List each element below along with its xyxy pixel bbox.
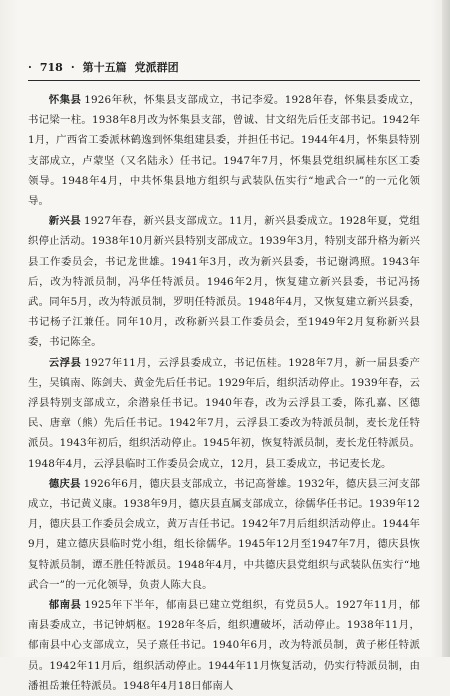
- paragraph-xinxing: [28, 211, 420, 352]
- county-name: 怀集县: [48, 94, 82, 106]
- page-binding-edge: [442, 0, 450, 657]
- bullet-dot: ·: [28, 60, 32, 74]
- paragraph-text: 1927年春，新兴县支部成立。11月，新兴县委成立。1928年夏，党组织停止活动。1938年10月新兴县特别支部成立。1939年3月，特别支部升格为新兴县工作委员会，书记龙世雄。1941年3月，改为新兴县委，书记谢鸿照。1943年后，改为特派员制，冯华任特派员。1946年2月，恢复建立新兴县委，书记冯扬武。同年5月，改为特派员制，罗明任特派员。1948年4月，又恢复建立新兴县委，书记杨子江兼任。同年10月，改称新兴县工作委员会，至1949年2月复称新兴县委，书记陈全。: [28, 215, 420, 349]
- county-name: 德庆县: [48, 477, 81, 490]
- page-number: 718: [39, 60, 63, 74]
- chapter-label: 第十五篇: [82, 61, 127, 74]
- county-name: 云浮县: [48, 356, 82, 369]
- paragraph-text: 1927年11月，云浮县委成立，书记伍桂。1928年7月，新一届县委产生，吴镇南、陈剑夫、黄金先后任书记。1929年后，组织活动停止。1939年春，云浮县特别支部成立，余潜泉任书记。1940年春，改为云浮县工委，陈孔嘉、区德民、唐章（熊）先后任书记。1942年7月，云浮县工委改为特派员制，麦长龙任特派员。1943年初后，组织活动停止。1945年初，恢复特派员制，麦长龙任特派员。1948年4月，云浮县临时工作委员会成立，12月，县工委成立，书记麦长龙。: [28, 356, 420, 470]
- chapter-title: 党派群团: [134, 61, 179, 74]
- county-name: 郁南县: [48, 599, 82, 612]
- paragraph-deqing: [28, 474, 420, 595]
- page-header: [28, 56, 420, 78]
- paragraph-yunan: [28, 595, 420, 696]
- bullet-dot: ·: [70, 60, 75, 74]
- paragraph-text: 1925年下半年，郁南县已建立党组织，有党员5人。1927年11月，郁南县委成立，书记钟炳枢。1928年冬后，组织遭破坏，活动停止。1938年11月，郁南县中心支部成立，吴子熹任书记。1940年6月，改为特派员制，黄子彬任特派员。1942年11月后，组织活动停止。1944年11月恢复活动，仍实行特派员制，由潘祖岳兼任特派员。1948年4月18日郁南人: [28, 599, 420, 692]
- paragraph-text: 1926年秋，怀集县支部成立，书记李爱。1928年春，怀集县委成立，书记梁一柱。1938年8月改为怀集县支部，曾诚、甘文绍先后任支部书记。1942年1月，广西省工委派林鹤逸到怀集组建县委，并担任书记。1944年4月，怀集县特别支部成立，卢蒙坚（又名陆永）任书记。1947年7月，怀集县党组织属桂东区工委领导。1948年4月，中共怀集县地方组织与武装队伍实行“地武合一”的一元化领导。: [28, 94, 420, 208]
- paragraph-text: 1926年6月，德庆县支部成立，书记高誉雄。1932年，德庆县三河支部成立，书记黄义康。1938年9月，德庆县直属支部成立，徐儒华任书记。1939年12月，德庆县工作委员会成立，黄万吉任书记。1942年7月后组织活动停止。1944年9月，建立德庆县临时党小组，组长徐儒华。1945年12月至1947年7月，德庆县恢复特派员制，谭丕胜任特派员。1948年4月，中共德庆县党组织与武装队伍实行“地武合一”的一元化领导，负责人陈大良。: [28, 477, 421, 591]
- paragraph-huaiji: [28, 90, 420, 211]
- header-rule: [28, 80, 420, 81]
- paragraph-yunfu: [28, 353, 420, 474]
- county-name: 新兴县: [48, 215, 81, 228]
- body-text: [28, 90, 420, 696]
